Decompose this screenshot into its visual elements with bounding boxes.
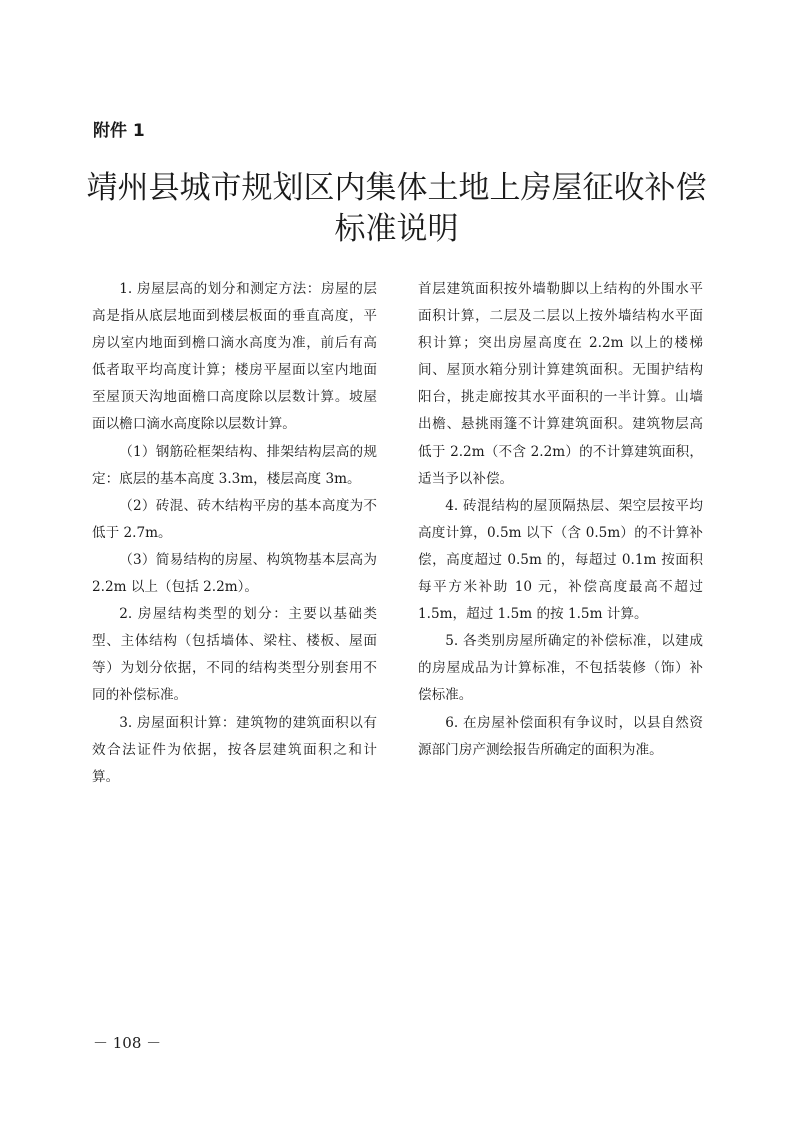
paragraph-3-continued: 首层建筑面积按外墙勒脚以上结构的外围水平面积计算，二层及二层以上按外墙结构水平面积计算；突出房屋高度在 2.2m 以上的楼梯间、屋顶水箱分别计算建筑面积。无围护结构阳台，挑走廊按其水平面积的一半计算。山墙出檐、悬挑雨篷不计算建筑面积。建筑物层高低于 2.2m（不含 2.2m）的不计算建筑面积，适当予以补偿。 bbox=[418, 281, 703, 487]
paragraph-1: 1. 房屋层高的划分和测定方法：房屋的层高是指从底层地面到楼层板面的垂直高度，平房以室内地面到檐口滴水高度为准，前后有高低者取平均高度计算；楼房平屋面以室内地面至屋顶天沟地面檐口高度除以层数计算。坡屋面以檐口滴水高度除以层数计算。 bbox=[92, 281, 377, 433]
paragraph-6: 6. 在房屋补偿面积有争议时，以县自然资源部门房产测绘报告所确定的面积为准。 bbox=[418, 714, 703, 758]
title-line-2: 标准说明 bbox=[334, 211, 459, 247]
paragraph-3: 3. 房屋面积计算：建筑物的建筑面积以有效合法证件为依据，按各层建筑面积之和计算。 bbox=[92, 714, 377, 785]
document-title bbox=[0, 168, 793, 250]
paragraph-1-2: （2）砖混、砖木结构平房的基本高度为不低于 2.7m。 bbox=[92, 497, 377, 541]
left-column bbox=[92, 276, 377, 791]
paragraph-1-1: （1）钢筋砼框架结构、排架结构层高的规定：底层的基本高度 3.3m，楼层高度 3m。 bbox=[92, 443, 377, 487]
right-column bbox=[418, 276, 703, 764]
title-line-1: 靖州县城市规划区内集体土地上房屋征收补偿 bbox=[86, 170, 707, 206]
paragraph-2: 2. 房屋结构类型的划分：主要以基础类型、主体结构（包括墙体、梁柱、楼板、屋面等）为划分依据，不同的结构类型分别套用不同的补偿标准。 bbox=[92, 606, 377, 704]
page-number: － 108 － bbox=[93, 1034, 162, 1052]
attachment-label: 附件 1 bbox=[93, 121, 145, 141]
paragraph-1-3: （3）简易结构的房屋、构筑物基本层高为 2.2m 以上（包括 2.2m）。 bbox=[92, 551, 377, 596]
paragraph-5: 5. 各类别房屋所确定的补偿标准，以建成的房屋成品为计算标准，不包括装修（饰）补偿标准。 bbox=[418, 633, 703, 704]
paragraph-4: 4. 砖混结构的屋顶隔热层、架空层按平均高度计算，0.5m 以下（含 0.5m）的不计算补偿，高度超过 0.5m 的，每超过 0.1m 按面积每平方米补助 10 元，补偿高度最高不超过 1.5m，超过 1.5m 的按 1.5m 计算。 bbox=[418, 497, 703, 623]
